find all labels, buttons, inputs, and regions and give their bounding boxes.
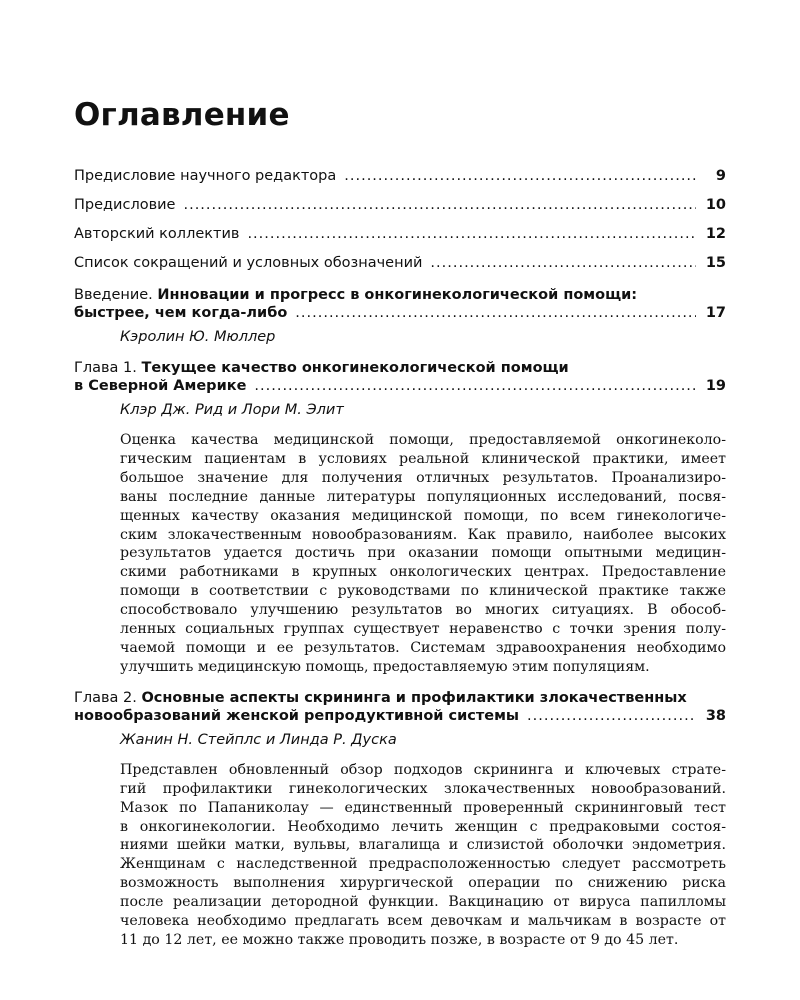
toc-page-number: 9 (715, 168, 726, 184)
chapter-prefix: Введение. (74, 287, 158, 303)
chapter-title-line2: быстрее, чем когда-либо (74, 305, 288, 321)
toc-entry-label: Предисловие (74, 197, 176, 213)
chapter-title-line1: Текущее качество онкогинекологической помощи (141, 360, 569, 376)
dot-leader (183, 196, 696, 214)
page-title: Оглавление (74, 97, 290, 133)
toc-page-number: 38 (705, 707, 726, 724)
dot-leader (295, 304, 696, 322)
abstract-line: Женщинам с наследственной предрасположенностью следует рассмотреть (120, 856, 726, 873)
toc-entry-chapter-1[interactable] (74, 359, 726, 395)
toc-entry-introduction[interactable] (74, 286, 726, 322)
dot-leader (247, 225, 696, 243)
abstract-line: щенных качеству оказания медицинской помощи, по всем гинекологиче- (120, 507, 726, 524)
chapter-abstract (120, 761, 726, 950)
abstract-line: ленных социальных группах существует неравенство с точки зрения полу- (120, 621, 726, 638)
abstract-line: в онкогинекологии. Необходимо лечить женщин с предраковыми состоя- (120, 818, 726, 835)
abstract-line: ниями шейки матки, вульвы, влагалища и слизистой оболочки эндометрия. (120, 837, 726, 854)
chapter-abstract (120, 431, 726, 677)
abstract-line: помощи в соответствии с руководствами по клинической практике также (120, 583, 726, 600)
abstract-line: способствовало улучшению результатов во многих ситуациях. В обособ- (120, 602, 726, 619)
abstract-line: после реализации детородной функции. Вакцинацию от вируса папилломы (120, 894, 726, 911)
toc-entry-chapter-2[interactable] (74, 689, 726, 725)
abstract-line: большое значение для получения отличных результатов. Проанализиро- (120, 469, 726, 486)
toc-entry-label: Предисловие научного редактора (74, 168, 337, 184)
abstract-line: Мазок по Папаниколау — единственный проверенный скрининговый тест (120, 799, 726, 816)
abstract-line: Оценка качества медицинской помощи, предоставляемой онкогинеколо- (120, 432, 726, 448)
abstract-line: гий профилактики гинекологических злокачественных новообразований. (120, 780, 726, 797)
abstract-line: ваны последние данные литературы популяционных исследований, посвя- (120, 488, 726, 505)
chapter-title-line2: новообразований женской репродуктивной системы (74, 707, 520, 724)
chapter-prefix: Глава 2. (74, 689, 142, 706)
dot-leader (254, 377, 696, 395)
abstract-line: человека необходимо предлагать всем девочкам и мальчикам в возрасте от (120, 913, 726, 930)
chapter-author: Жанин Н. Стейплс и Линда Р. Дуска (120, 731, 397, 748)
toc-entry-abbreviations[interactable] (74, 254, 726, 272)
abstract-line: 11 до 12 лет, ее можно также проводить позже, в возрасте от 9 до 45 лет. (120, 931, 679, 948)
toc-entry-label: Список сокращений и условных обозначений (74, 255, 423, 271)
chapter-author: Кэролин Ю. Мюллер (120, 329, 276, 345)
abstract-line: скими работниками в крупных онкологических центрах. Предоставление (120, 564, 726, 581)
toc-entry-authors[interactable] (74, 225, 726, 243)
chapter-title-line1: Инновации и прогресс в онкогинекологической помощи: (157, 287, 638, 303)
toc-entry-label: Авторский коллектив (74, 226, 240, 242)
toc-entry-preface[interactable] (74, 196, 726, 214)
abstract-line: чаемой помощи и ее результатов. Системам здравоохранения необходимо (120, 639, 726, 656)
chapter-prefix: Глава 1. (74, 360, 142, 376)
abstract-line: ским злокачественным новообразованиям. Как правило, наиболее высоких (120, 526, 726, 543)
dot-leader (430, 254, 696, 272)
toc-page-number: 15 (705, 255, 726, 271)
abstract-line: гическим пациентам в условиях реальной клинической практики, имеет (120, 450, 726, 467)
dot-leader (344, 167, 696, 185)
toc-entry-editor-preface[interactable] (74, 167, 726, 185)
abstract-line: результатов удается достичь при оказании помощи опытными медицин- (120, 545, 726, 562)
dot-leader (527, 707, 696, 725)
chapter-author: Клэр Дж. Рид и Лори М. Элит (120, 402, 344, 418)
toc-page-number: 10 (705, 197, 726, 213)
toc-page-number: 12 (705, 226, 726, 242)
toc-page-number: 17 (705, 305, 726, 321)
toc-page-number: 19 (705, 378, 726, 394)
abstract-line: улучшить медицинскую помощь, предоставляемую этим популяциям. (120, 658, 650, 675)
chapter-title-line2: в Северной Америке (74, 378, 247, 394)
abstract-line: возможность выполнения хирургической операции по снижению риска (120, 875, 726, 892)
chapter-title-line1: Основные аспекты скрининга и профилактики злокачественных (141, 689, 687, 706)
abstract-line: Представлен обновленный обзор подходов скрининга и ключевых страте- (120, 761, 726, 778)
